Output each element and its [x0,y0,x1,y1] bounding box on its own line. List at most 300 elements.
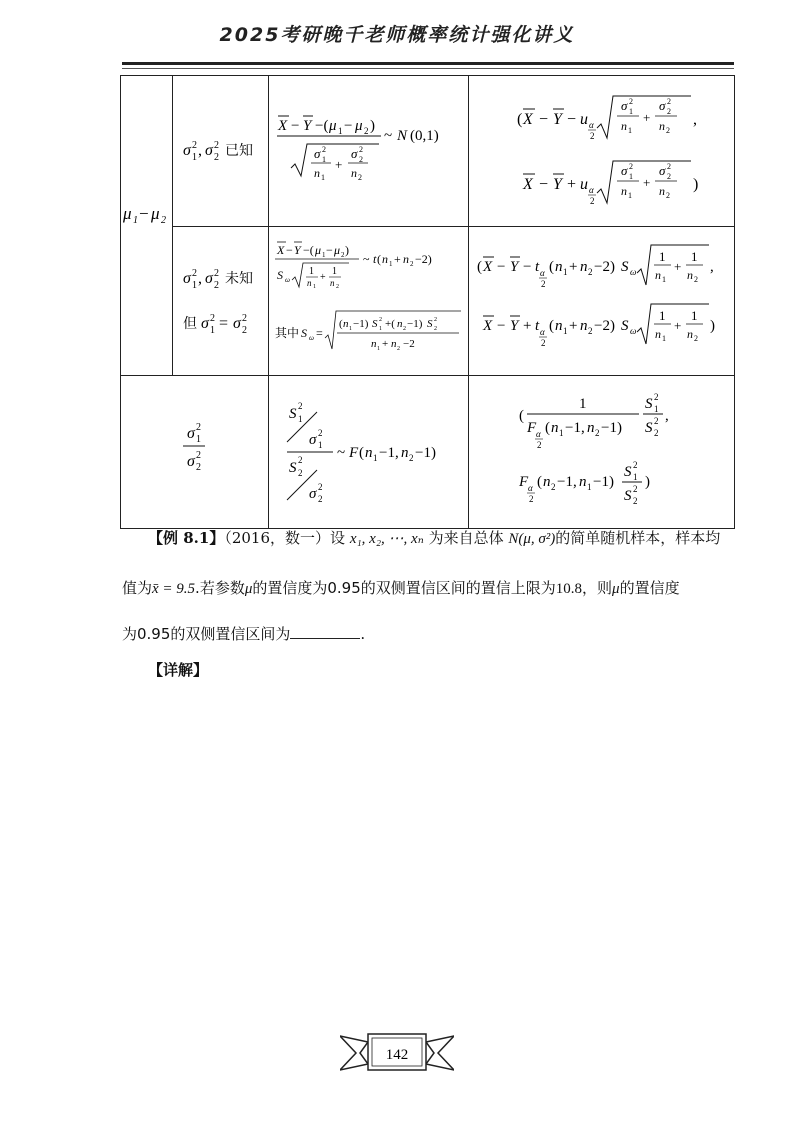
svg-text:(: ( [537,474,542,490]
upper-limit: 10.8 [555,581,583,597]
svg-text:−: − [344,118,353,134]
svg-text:n: n [314,166,320,180]
svg-text:+: + [335,157,343,172]
svg-text:Y: Y [303,118,312,134]
svg-text:2: 2 [318,494,323,504]
svg-text:−1): −1) [415,445,436,461]
row3-interval [469,376,735,529]
svg-text:2: 2 [359,145,363,154]
svg-text:−2): −2) [415,252,432,266]
svg-text:n: n [401,445,409,461]
svg-text:−2: −2 [403,338,415,350]
svg-text:1: 1 [662,334,666,343]
svg-text:n: n [555,259,563,275]
header-title: 2025考研晚千老师概率统计强化讲义 [219,24,575,46]
svg-text:1: 1 [389,260,393,268]
svg-text:n: n [307,278,312,288]
svg-text:2: 2 [318,428,323,438]
svg-text:1: 1 [196,434,201,445]
svg-text:(: ( [549,259,554,275]
svg-text:1: 1 [338,126,343,136]
svg-text:1: 1 [659,249,666,264]
svg-text:S: S [645,396,653,412]
svg-text:X: X [523,176,533,193]
svg-text:S: S [624,488,632,504]
svg-text:1: 1 [563,326,568,336]
svg-text:n: n [659,119,665,133]
svg-text:1: 1 [192,280,197,291]
svg-text:n: n [403,252,409,266]
svg-text:2: 2 [242,325,247,336]
svg-text:σ: σ [205,142,213,159]
svg-text:F: F [527,420,537,436]
row3-statistic [269,376,469,529]
svg-text:2: 2 [633,484,638,494]
svg-text:−2): −2) [594,318,615,334]
svg-text:t: t [535,318,540,334]
svg-text:−: − [497,318,506,334]
svg-text:2: 2 [588,326,593,336]
svg-text:1: 1 [309,266,314,277]
svg-text:−: − [539,176,549,193]
svg-text:n: n [391,338,397,350]
svg-text:+: + [674,318,682,333]
svg-text:α: α [540,268,545,278]
svg-text:+: + [643,175,651,190]
svg-text:−1,: −1, [565,420,585,436]
svg-text:): ) [693,176,699,193]
svg-text:n: n [343,318,349,330]
svg-text:2: 2 [210,313,215,324]
svg-text:−(: −( [315,118,329,134]
svg-text:2: 2 [654,392,659,402]
svg-text:n: n [621,119,627,133]
svg-text:1: 1 [133,214,138,226]
svg-text:−: − [567,111,577,128]
svg-text:−: − [497,259,506,275]
svg-text:ω: ω [630,267,637,277]
svg-text:+: + [643,110,651,125]
row2-statistic-formula [269,227,469,371]
svg-text:n: n [543,474,551,490]
svg-text:σ: σ [187,425,195,442]
svg-text:1: 1 [332,266,337,277]
row1-interval [469,76,735,227]
svg-text:1: 1 [377,346,380,352]
svg-text:1: 1 [691,308,698,323]
svg-text:X: X [483,259,493,275]
svg-text:+: + [394,252,401,266]
svg-text:X: X [523,111,533,128]
svg-text:σ: σ [309,432,317,448]
svg-text:σ: σ [659,163,666,178]
example-source: （2016，数一） [224,529,331,547]
svg-text:2: 2 [529,494,534,504]
svg-text:−: − [523,259,532,275]
svg-text:Y: Y [553,176,562,193]
svg-text:2: 2 [358,173,362,182]
row2-condition-math [173,227,269,371]
example-line-2 [122,578,742,599]
svg-text:σ: σ [659,98,666,113]
svg-text:n: n [655,327,661,341]
param-var-ratio [121,376,269,524]
svg-text:−: − [539,111,549,128]
svg-text:α: α [536,429,541,439]
svg-text:已知: 已知 [225,143,253,159]
svg-text:2: 2 [551,482,556,492]
example-text: ，则 [582,579,613,597]
svg-text:其中: 其中 [275,326,300,340]
svg-text:S: S [277,268,283,282]
svg-text:+: + [569,318,578,334]
svg-text:α: α [528,483,533,493]
page-number: 142 [385,1047,409,1063]
svg-text:1: 1 [629,172,633,181]
svg-text:n: n [579,474,587,490]
sample-vars: x₁, x₂, ⋯, xₙ [349,531,424,547]
svg-text:μ: μ [315,243,322,257]
svg-text:1: 1 [192,152,197,163]
svg-text:S: S [624,464,632,480]
svg-text:σ: σ [201,315,209,332]
svg-text:+: + [569,259,578,275]
svg-text:ω: ω [630,326,637,336]
svg-text:n: n [382,252,388,266]
svg-text:+: + [674,259,682,274]
svg-text:1: 1 [654,404,659,414]
svg-text:μ: μ [355,118,363,134]
svg-text:n: n [330,278,335,288]
svg-text:t: t [535,259,540,275]
answer-label: 【详解】 [148,661,209,679]
example-text: 的置信度 [619,579,680,597]
svg-text:(: ( [477,259,482,275]
svg-text:2: 2 [192,268,197,279]
svg-text:2: 2 [298,401,303,411]
svg-text:−1): −1) [593,474,614,490]
svg-text:+: + [567,176,577,193]
svg-text:(: ( [517,111,523,128]
svg-text:(: ( [359,445,364,461]
svg-text:2: 2 [541,279,546,289]
svg-text:): ) [645,474,650,490]
svg-text:n: n [371,338,377,350]
svg-text:,: , [693,111,697,128]
svg-text:α: α [540,327,545,337]
svg-text:2: 2 [667,162,671,171]
svg-text:S: S [301,326,307,340]
svg-text:(: ( [549,318,554,334]
row2-condition [173,227,269,376]
row3-statistic-formula [269,376,469,524]
svg-text:1: 1 [559,428,564,438]
svg-text:σ: σ [233,315,241,332]
svg-text:2: 2 [590,196,595,206]
example-text: 设 [330,529,346,547]
svg-text:σ: σ [621,98,628,113]
svg-text:n: n [551,420,559,436]
answer-line [122,660,742,680]
svg-text:2: 2 [666,126,670,135]
svg-text:~: ~ [384,128,393,144]
svg-text:+: + [523,318,532,334]
svg-text:2: 2 [214,140,219,151]
svg-text:2: 2 [694,334,698,343]
svg-text:S: S [289,406,297,422]
svg-text:n: n [587,420,595,436]
svg-text:+(: +( [385,318,395,330]
svg-text:2: 2 [434,326,437,332]
svg-text:1: 1 [373,453,378,463]
svg-text:μ: μ [123,203,132,223]
row2-interval [469,227,735,376]
svg-text:2: 2 [298,468,303,478]
svg-text:2: 2 [242,313,247,324]
svg-text:Y: Y [294,243,301,257]
mean-value: x̄ = 9.5 [152,581,196,597]
svg-text:1: 1 [563,267,568,277]
svg-text:S: S [427,318,433,330]
svg-text:(: ( [545,420,550,436]
svg-text:(0,1): (0,1) [410,128,439,144]
svg-text:=: = [219,315,229,332]
svg-text:1: 1 [691,249,698,264]
svg-text:2: 2 [667,172,671,181]
svg-text:2: 2 [633,460,638,470]
svg-text:): ) [370,118,375,134]
svg-text:2: 2 [359,155,363,164]
svg-text:2: 2 [434,317,437,323]
param-mu-cell [121,76,173,376]
svg-text:Y: Y [510,259,519,275]
svg-text:α: α [589,185,594,195]
param-mu-diff [121,79,173,369]
svg-text:但: 但 [183,316,197,332]
svg-text:2: 2 [667,97,671,106]
svg-text:,: , [665,408,669,424]
svg-text:2: 2 [336,284,339,290]
svg-text:ω: ω [285,276,290,284]
svg-text:n: n [555,318,563,334]
svg-text:t: t [373,252,377,266]
svg-text:S: S [621,318,629,334]
svg-text:2: 2 [633,496,638,506]
svg-text:未知: 未知 [225,271,253,287]
example-line-3 [122,624,742,644]
svg-text:=: = [316,326,323,340]
mu-symbol: μ [612,581,620,597]
svg-text:S: S [645,420,653,436]
population: N(μ, σ²) [508,531,556,547]
svg-text:1: 1 [321,173,325,182]
svg-text:2: 2 [322,145,326,154]
svg-text:n: n [397,318,403,330]
example-text: 值为 [122,579,153,597]
svg-text:2: 2 [410,260,414,268]
svg-text:2: 2 [192,140,197,151]
svg-text:2: 2 [595,428,600,438]
svg-text:−1): −1) [353,318,369,330]
row1-condition-math [173,76,269,222]
svg-text:σ: σ [205,270,213,287]
svg-text:−(: −( [303,243,314,257]
answer-blank [290,624,360,639]
svg-text:−1): −1) [407,318,423,330]
svg-text:2: 2 [196,422,201,433]
svg-text:2: 2 [161,214,166,226]
svg-text:X: X [277,243,285,257]
svg-text:2: 2 [379,317,382,323]
svg-text:2: 2 [214,280,219,291]
svg-text:μ: μ [329,118,337,134]
row1-condition [173,76,269,227]
svg-text:2: 2 [667,107,671,116]
example-text: 的置信度为0.95的双侧置信区间的置信上限为 [252,579,556,597]
row1-statistic-formula [269,76,469,222]
svg-text:(: ( [377,252,381,266]
svg-text:,: , [710,259,714,275]
svg-text:−: − [291,118,300,134]
svg-text:,: , [198,142,202,159]
mu-symbol: μ [244,581,253,597]
svg-text:−1,: −1, [379,445,399,461]
example-label: 【例 8.1】 [148,529,225,547]
svg-text:n: n [351,166,357,180]
header-rule-thick [122,62,734,65]
svg-text:μ: μ [334,243,341,257]
svg-text:Y: Y [553,111,562,128]
example-text: 为来自总体 [428,529,504,547]
svg-text:1: 1 [633,472,638,482]
row2-interval-formula [469,227,735,371]
svg-text:2: 2 [654,416,659,426]
svg-text:1: 1 [298,414,303,424]
svg-text:1: 1 [349,326,352,332]
svg-text:n: n [659,184,665,198]
svg-text:N: N [397,128,408,144]
svg-text:(: ( [339,318,343,330]
svg-text:2: 2 [196,462,201,473]
svg-text:2: 2 [666,191,670,200]
svg-text:2: 2 [196,450,201,461]
svg-text:2: 2 [537,440,542,450]
svg-text:Y: Y [510,318,519,334]
svg-text:F: F [519,474,529,490]
svg-text:u: u [580,111,588,128]
svg-text:S: S [289,460,297,476]
svg-text:2: 2 [541,338,546,348]
svg-text:2: 2 [214,268,219,279]
svg-text:): ) [345,243,349,257]
svg-text:n: n [621,184,627,198]
svg-text:−2): −2) [594,259,615,275]
row3-interval-formula [469,376,735,524]
svg-text:σ: σ [183,142,191,159]
svg-text:1: 1 [579,396,587,412]
svg-text:1: 1 [322,251,326,259]
example-text: 为0.95的双侧置信区间为 [122,625,291,643]
svg-text:1: 1 [322,155,326,164]
svg-text:S: S [621,259,629,275]
svg-text:,: , [198,270,202,287]
svg-text:+: + [320,272,326,283]
svg-text:σ: σ [309,486,317,502]
svg-text:2: 2 [694,275,698,284]
svg-text:σ: σ [183,270,191,287]
svg-text:1: 1 [210,325,215,336]
confidence-interval-table [120,75,735,529]
svg-text:X: X [483,318,493,334]
svg-text:(: ( [519,408,524,424]
svg-text:2: 2 [629,162,633,171]
svg-text:n: n [365,445,373,461]
svg-text:): ) [710,318,715,334]
svg-text:−: − [139,203,149,223]
svg-text:S: S [372,318,378,330]
example-line-1 [122,528,742,549]
svg-text:1: 1 [313,284,316,290]
svg-text:2: 2 [397,346,400,352]
svg-text:n: n [687,268,693,282]
svg-text:−: − [326,243,333,257]
svg-text:σ: σ [351,146,358,161]
svg-text:1: 1 [587,482,592,492]
svg-text:2: 2 [590,131,595,141]
example-text: .若参数 [195,579,245,597]
svg-text:1: 1 [628,126,632,135]
svg-text:n: n [655,268,661,282]
svg-text:2: 2 [341,251,345,259]
svg-text:n: n [687,327,693,341]
param-var-cell [121,376,269,529]
svg-text:n: n [580,259,588,275]
svg-text:2: 2 [654,428,659,438]
svg-text:1: 1 [629,107,633,116]
svg-text:1: 1 [662,275,666,284]
svg-text:2: 2 [364,126,369,136]
svg-text:F: F [349,445,359,461]
svg-text:+: + [382,338,389,350]
header-rule-thin [122,68,734,69]
example-text: 的简单随机样本，样本均 [555,529,721,547]
svg-text:u: u [580,176,588,193]
svg-text:α: α [589,120,594,130]
svg-text:ω: ω [309,334,314,342]
svg-text:1: 1 [318,440,323,450]
svg-text:1: 1 [379,326,382,332]
svg-text:2: 2 [403,326,406,332]
svg-text:2: 2 [214,152,219,163]
svg-text:2: 2 [318,482,323,492]
svg-text:−1,: −1, [557,474,577,490]
svg-text:X: X [278,118,288,134]
svg-text:2: 2 [588,267,593,277]
svg-text:−1): −1) [601,420,622,436]
svg-text:σ: σ [314,146,321,161]
svg-text:n: n [580,318,588,334]
svg-text:−: − [286,243,293,257]
row2-statistic [269,227,469,376]
svg-text:σ: σ [187,453,195,470]
page-number-ornament [340,1028,454,1078]
svg-text:1: 1 [659,308,666,323]
row1-interval-formula [469,76,735,222]
svg-text:2: 2 [629,97,633,106]
svg-text:σ: σ [621,163,628,178]
row1-statistic [269,76,469,227]
svg-text:1: 1 [628,191,632,200]
